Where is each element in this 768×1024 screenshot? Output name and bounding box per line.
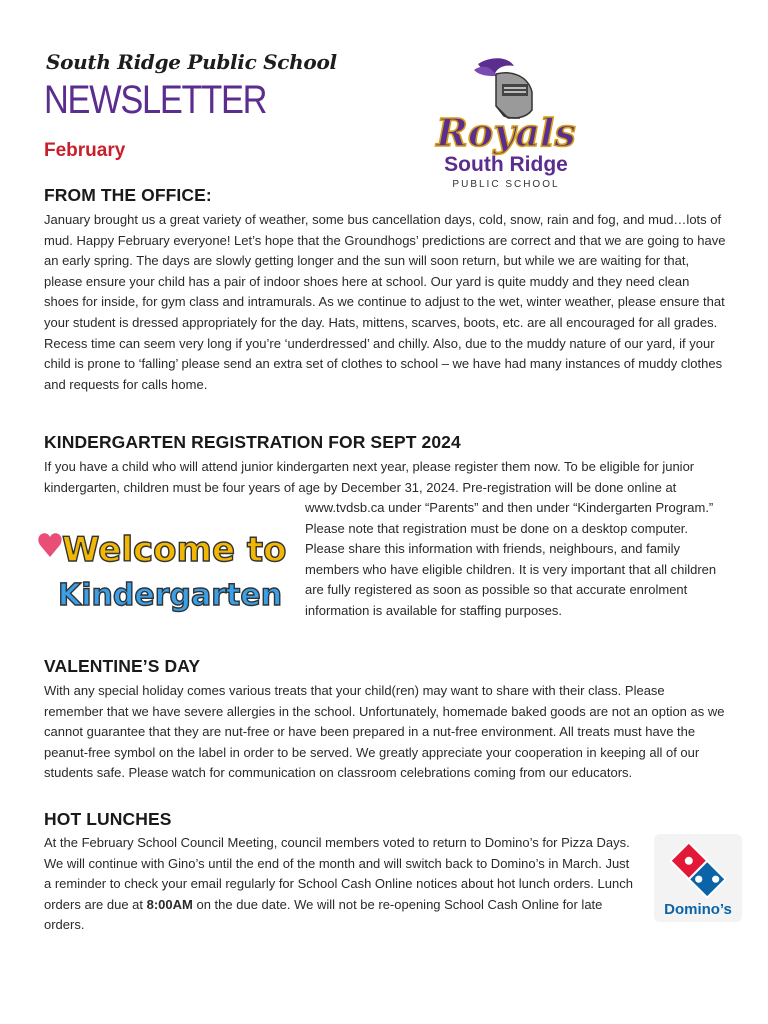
newsletter-month: February	[44, 140, 126, 161]
heart-icon	[38, 533, 61, 557]
svg-text:Public School: Public School	[452, 179, 560, 190]
hot-lunches-heading: HOT LUNCHES	[44, 809, 172, 829]
valentines-paragraph: With any special holiday comes various treats that your child(ren) may want to share with their class. Please remember that we have severe allergies in the school. Unfortunately, homemade baked goods are not an option as we cannot guarantee that they are nut-free or have been prepared in a nut-free environment. All treats must have the peanut-free symbol on the label in order to be served. We greatly appreciate your cooperation in keeping all of our students safe. Please watch for communication on classroom celebrations coming from our educators.	[44, 683, 725, 781]
svg-text:Royals: Royals	[436, 110, 576, 155]
knight-helmet-icon	[416, 56, 596, 192]
svg-text:Domino’s: Domino’s	[664, 901, 732, 918]
kindergarten-intro: If you have a child who will attend junior kindergarten next year, please register them now. To be eligible for junior kindergarten, children must be four years of age by December 31, 2024. Pre-registration will be done online at	[44, 459, 695, 495]
svg-text:Kindergarten: Kindergarten	[58, 578, 283, 613]
newsletter-title: NEWSLETTER	[44, 78, 267, 122]
svg-text:Welcome to: Welcome to	[62, 530, 287, 570]
welcome-to-kindergarten-image	[34, 515, 290, 615]
due-time: 8:00AM	[146, 896, 193, 912]
office-heading: FROM THE OFFICE:	[44, 185, 212, 205]
svg-text:South Ridge: South Ridge	[444, 153, 568, 176]
hot-lunches-paragraph: At the February School Council Meeting, council members voted to return to Domino’s for Pizza Days. We will continue with Gino’s until the end of the month and will switch back to Domino’s in March. Just a reminder to check your email regularly for School Cash Online notices about hot lunch orders. Lunch orders are due at 8:00AM on the due date. We will not be re-opening School Cash Online for late orders.	[44, 835, 633, 933]
valentines-heading: VALENTINE’S DAY	[44, 656, 201, 676]
office-paragraph: January brought us a great variety of weather, some bus cancellation days, cold, snow, rain and fog, and mud…lots of mud. Happy February everyone! Let’s hope that the Groundhogs’ predictions are correct and that we are going to have an early spring. The days are slowly getting longer and the sun will soon return, but while we are waiting for that, please ensure your child has a pair of indoor shoes here at school. Our yard is quite muddy and they need clean shoes for inside, for gym class and intramurals. As we continue to adjust to the wet, winter weather, please ensure that your student is dressed appropriately for the day. Hats, mittens, scarves, boots, etc. are all encouraged for all grades. Recess time can seem very long if you’re ‘underdressed’ and chilly. Also, due to the muddy nature of our yard, if your child is prone to ‘falling’ please send an extra set of clothes to school – we have had many instances of muddy clothes and requests for calls home.	[44, 212, 726, 392]
kindergarten-heading: KINDERGARTEN REGISTRATION FOR SEPT 2024	[44, 432, 461, 452]
royals-logo	[416, 56, 596, 192]
dominos-logo	[654, 834, 742, 922]
school-name: South Ridge Public School	[46, 50, 337, 74]
kindergarten-paragraph: www.tvdsb.ca under “Parents” and then under “Kindergarten Program.” Please note that registration must be done on a desktop computer. Please share this information with friends, neighbours, and family members who have eligible children. It is very important that all children are fully registered as soon as possible so that accurate enrolment information is available for staffing purposes.	[305, 500, 717, 618]
